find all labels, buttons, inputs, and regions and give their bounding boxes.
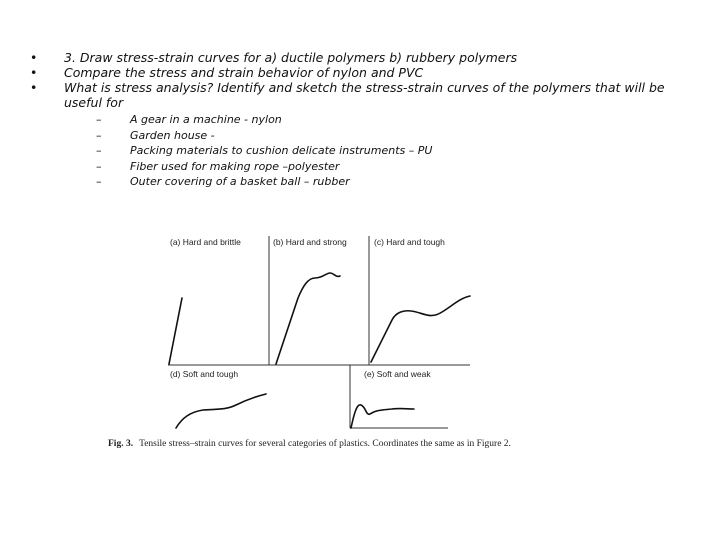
sub-item-list bbox=[64, 112, 700, 190]
sub-item bbox=[96, 174, 700, 190]
sub-item bbox=[96, 159, 700, 175]
question-text: What is stress analysis? Identify and sketch the stress-strain curves of the polymers that will be useful for bbox=[64, 80, 665, 110]
bullet-icon: • bbox=[30, 50, 38, 65]
dash-icon: – bbox=[96, 144, 102, 157]
sub-item bbox=[96, 143, 700, 159]
curve-soft-weak bbox=[351, 405, 414, 428]
dash-icon: – bbox=[96, 175, 102, 188]
caption-text: Tensile stress–strain curves for several categories of plastics. Coordinates the same as in Figure 2. bbox=[139, 439, 511, 449]
question-text: Compare the stress and strain behavior of nylon and PVC bbox=[64, 65, 424, 80]
sub-item-text: Packing materials to cushion delicate instruments – PU bbox=[130, 144, 433, 157]
question-item bbox=[30, 50, 700, 65]
sub-item-text: Outer covering of a basket ball – rubber bbox=[130, 175, 350, 188]
dash-icon: – bbox=[96, 128, 102, 142]
dash-icon: – bbox=[96, 113, 102, 126]
panel-label-e: (e) Soft and weak bbox=[364, 369, 431, 379]
axes bbox=[168, 236, 470, 428]
sub-item bbox=[96, 112, 700, 128]
sub-item-text: A gear in a machine - nylon bbox=[130, 113, 282, 126]
curves bbox=[169, 273, 470, 428]
panel-label-c: (c) Hard and tough bbox=[374, 237, 445, 247]
bullet-icon: • bbox=[30, 65, 38, 80]
sub-item-text: Garden house - bbox=[130, 128, 215, 142]
dash-icon: – bbox=[96, 159, 102, 173]
curve-soft-tough bbox=[176, 394, 266, 428]
curve-hard-strong bbox=[276, 273, 340, 364]
question-item bbox=[30, 80, 700, 190]
caption-label: Fig. 3. bbox=[108, 439, 134, 449]
sub-item-text: Fiber used for making rope –polyester bbox=[130, 159, 340, 173]
stress-strain-figure bbox=[108, 228, 538, 458]
panel-label-b: (b) Hard and strong bbox=[273, 237, 347, 247]
panel-label-d: (d) Soft and tough bbox=[170, 369, 239, 379]
panel-label-a: (a) Hard and brittle bbox=[170, 237, 241, 247]
question-text: 3. Draw stress-strain curves for a) ductile polymers b) rubbery polymers bbox=[64, 50, 518, 65]
stress-strain-curves bbox=[108, 228, 538, 438]
figure-caption bbox=[108, 438, 538, 450]
curve-hard-brittle bbox=[169, 298, 182, 364]
bullet-icon: • bbox=[30, 80, 38, 95]
question-item bbox=[30, 65, 700, 80]
sub-item bbox=[96, 128, 700, 144]
curve-hard-tough bbox=[371, 296, 470, 362]
question-list bbox=[30, 50, 700, 190]
